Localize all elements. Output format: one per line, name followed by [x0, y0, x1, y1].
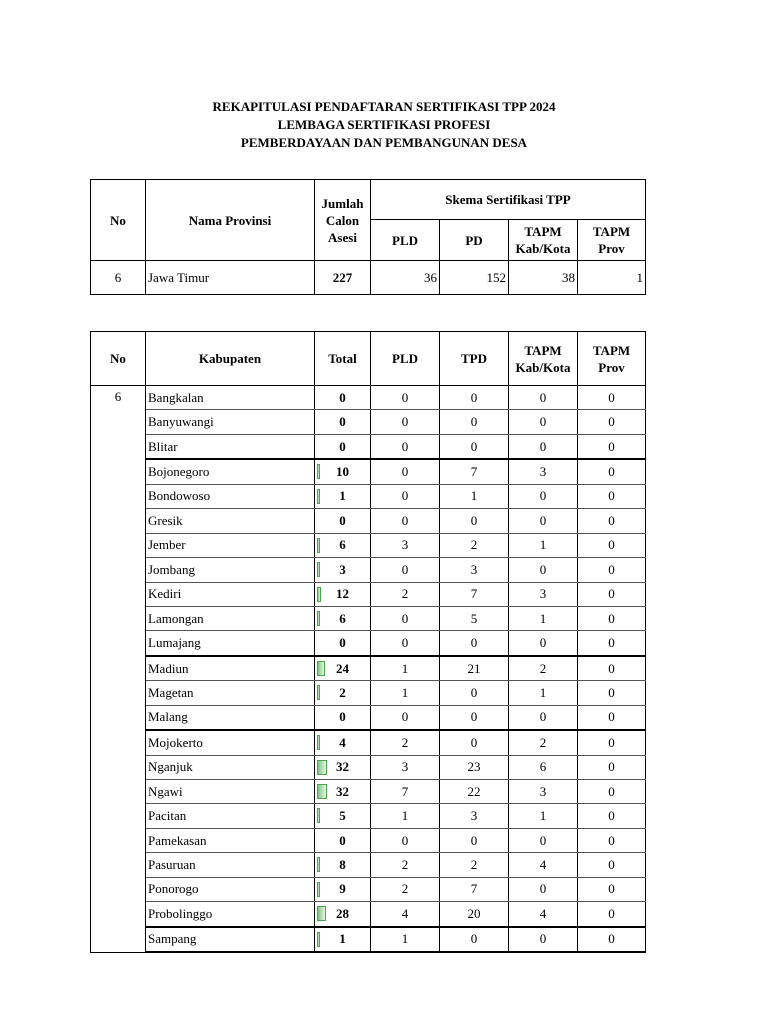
total-cell	[315, 484, 371, 508]
kabupaten-name: Gresik	[146, 509, 315, 533]
tapm-prov-value: 0	[578, 410, 646, 434]
tpd-value: 3	[440, 804, 509, 828]
total-value: 6	[339, 537, 346, 553]
kabupaten-name: Pamekasan	[146, 828, 315, 852]
tpd-value: 0	[440, 705, 509, 730]
summary-header-tapm-prov-line1: TAPM	[592, 224, 631, 239]
tapm-kab-value: 1	[509, 681, 578, 705]
total-cell	[315, 828, 371, 852]
tpd-value: 7	[440, 459, 509, 484]
kabupaten-name: Bondowoso	[146, 484, 315, 508]
title-line-1: REKAPITULASI PENDAFTARAN SERTIFIKASI TPP 2024	[212, 99, 556, 114]
table-row	[91, 828, 646, 852]
total-value: 0	[339, 438, 346, 454]
summary-header-provinsi: Nama Provinsi	[146, 180, 315, 261]
total-value: 12	[336, 586, 349, 602]
summary-header-jumlah	[315, 180, 371, 261]
detail-header-tapm-prov	[578, 332, 646, 386]
total-cell	[315, 459, 371, 484]
kabupaten-name: Blitar	[146, 434, 315, 459]
table-row	[91, 730, 646, 755]
detail-header-tpd: TPD	[440, 332, 509, 386]
tapm-kab-value: 1	[509, 804, 578, 828]
tapm-kab-value: 0	[509, 434, 578, 459]
data-bar	[317, 760, 327, 775]
data-bar	[317, 932, 320, 947]
tapm-prov-value: 0	[578, 484, 646, 508]
summary-jumlah: 227	[315, 261, 371, 295]
pld-value: 7	[371, 780, 440, 804]
total-value: 10	[336, 464, 349, 480]
pld-value: 0	[371, 459, 440, 484]
total-cell	[315, 927, 371, 952]
report-title	[0, 98, 768, 152]
tapm-kab-value: 3	[509, 780, 578, 804]
total-value: 5	[339, 808, 346, 824]
tapm-prov-value: 0	[578, 828, 646, 852]
tapm-kab-value: 0	[509, 386, 578, 410]
total-value: 1	[339, 931, 346, 947]
kabupaten-name: Probolinggo	[146, 902, 315, 927]
tapm-kab-value: 1	[509, 533, 578, 557]
data-bar	[317, 611, 320, 626]
kabupaten-name: Kediri	[146, 582, 315, 606]
tpd-value: 7	[440, 877, 509, 901]
tpd-value: 0	[440, 681, 509, 705]
data-bar	[317, 882, 320, 897]
kabupaten-name: Madiun	[146, 656, 315, 681]
pld-value: 2	[371, 582, 440, 606]
summary-header-jumlah-line3: Asesi	[328, 229, 357, 245]
tpd-value: 2	[440, 853, 509, 877]
total-value: 28	[336, 905, 349, 921]
pld-value: 0	[371, 705, 440, 730]
tpd-value: 0	[440, 386, 509, 410]
table-row	[91, 509, 646, 533]
kabupaten-name: Magetan	[146, 681, 315, 705]
pld-value: 0	[371, 434, 440, 459]
tpd-value: 0	[440, 730, 509, 755]
data-bar	[317, 808, 320, 823]
tapm-prov-value: 0	[578, 656, 646, 681]
kabupaten-name: Jember	[146, 533, 315, 557]
tapm-prov-value: 0	[578, 730, 646, 755]
total-cell	[315, 780, 371, 804]
kabupaten-name: Nganjuk	[146, 755, 315, 779]
tapm-prov-value: 0	[578, 755, 646, 779]
tapm-kab-value: 0	[509, 877, 578, 901]
tapm-prov-value: 0	[578, 558, 646, 582]
tpd-value: 2	[440, 533, 509, 557]
total-value: 6	[339, 610, 346, 626]
summary-tapm-kab: 38	[509, 261, 578, 295]
summary-row	[91, 261, 646, 295]
summary-provinsi: Jawa Timur	[146, 261, 315, 295]
total-cell	[315, 509, 371, 533]
tapm-prov-value: 0	[578, 705, 646, 730]
data-bar	[317, 784, 327, 799]
data-bar	[317, 538, 320, 553]
tapm-kab-value: 0	[509, 705, 578, 730]
tapm-kab-value: 0	[509, 631, 578, 656]
total-cell	[315, 681, 371, 705]
pld-value: 3	[371, 533, 440, 557]
tpd-value: 7	[440, 582, 509, 606]
tapm-prov-value: 0	[578, 459, 646, 484]
table-row	[91, 386, 646, 410]
total-value: 2	[339, 684, 346, 700]
tapm-prov-value: 0	[578, 582, 646, 606]
total-cell	[315, 902, 371, 927]
tapm-kab-value: 0	[509, 828, 578, 852]
tapm-prov-value: 0	[578, 877, 646, 901]
summary-header-skema: Skema Sertifikasi TPP	[371, 180, 646, 220]
table-row	[91, 459, 646, 484]
title-line-2: LEMBAGA SERTIFIKASI PROFESI	[277, 117, 491, 132]
pld-value: 2	[371, 877, 440, 901]
kabupaten-name: Malang	[146, 705, 315, 730]
kabupaten-name: Jombang	[146, 558, 315, 582]
summary-header-tapm-kab-line2: Kab/Kota	[515, 241, 571, 256]
tpd-value: 3	[440, 558, 509, 582]
total-value: 3	[339, 561, 346, 577]
detail-header-pld: PLD	[371, 332, 440, 386]
tapm-prov-value: 0	[578, 631, 646, 656]
tapm-kab-value: 4	[509, 853, 578, 877]
summary-header-tapm-kab-line1: TAPM	[524, 224, 562, 239]
tapm-kab-value: 2	[509, 656, 578, 681]
tapm-kab-value: 3	[509, 582, 578, 606]
pld-value: 1	[371, 927, 440, 952]
table-row	[91, 804, 646, 828]
table-row	[91, 582, 646, 606]
tapm-kab-value: 0	[509, 410, 578, 434]
total-value: 0	[339, 389, 346, 405]
total-value: 0	[339, 832, 346, 848]
table-row	[91, 631, 646, 656]
detail-header-tapm-prov-line2: Prov	[598, 359, 625, 375]
tapm-kab-value: 0	[509, 509, 578, 533]
summary-header-no: No	[91, 180, 146, 261]
pld-value: 1	[371, 681, 440, 705]
total-cell	[315, 386, 371, 410]
summary-pd: 152	[440, 261, 509, 295]
data-bar	[317, 661, 325, 676]
pld-value: 0	[371, 410, 440, 434]
tapm-prov-value: 0	[578, 853, 646, 877]
kabupaten-name: Pasuruan	[146, 853, 315, 877]
total-cell	[315, 558, 371, 582]
summary-header-tapm-prov-line2: Prov	[598, 241, 625, 256]
total-value: 0	[339, 635, 346, 651]
pld-value: 1	[371, 804, 440, 828]
tapm-kab-value: 0	[509, 558, 578, 582]
data-bar	[317, 906, 326, 921]
pld-value: 0	[371, 558, 440, 582]
total-cell	[315, 533, 371, 557]
summary-no: 6	[91, 261, 146, 295]
kabupaten-name: Pacitan	[146, 804, 315, 828]
total-cell	[315, 631, 371, 656]
tpd-value: 21	[440, 656, 509, 681]
total-value: 24	[336, 660, 349, 676]
pld-value: 0	[371, 606, 440, 630]
kabupaten-name: Banyuwangi	[146, 410, 315, 434]
tapm-kab-value: 3	[509, 459, 578, 484]
summary-header-jumlah-line1: Jumlah	[321, 195, 364, 211]
summary-table	[90, 179, 646, 295]
table-row	[91, 853, 646, 877]
detail-header-total: Total	[315, 332, 371, 386]
data-bar	[317, 685, 320, 700]
data-bar	[317, 464, 320, 479]
detail-header-no: No	[91, 332, 146, 386]
summary-tapm-prov: 1	[578, 261, 646, 295]
detail-header-tapm-kab-line1: TAPM	[524, 342, 562, 358]
summary-pld: 36	[371, 261, 440, 295]
tpd-value: 0	[440, 631, 509, 656]
tapm-kab-value: 6	[509, 755, 578, 779]
tpd-value: 22	[440, 780, 509, 804]
total-cell	[315, 656, 371, 681]
table-row	[91, 755, 646, 779]
detail-header-kabupaten: Kabupaten	[146, 332, 315, 386]
data-bar	[317, 562, 320, 577]
table-row	[91, 410, 646, 434]
kabupaten-name: Sampang	[146, 927, 315, 952]
tapm-prov-value: 0	[578, 606, 646, 630]
tapm-prov-value: 0	[578, 780, 646, 804]
data-bar	[317, 489, 320, 504]
table-row	[91, 705, 646, 730]
pld-value: 0	[371, 828, 440, 852]
kabupaten-name: Mojokerto	[146, 730, 315, 755]
tapm-kab-value: 0	[509, 484, 578, 508]
total-cell	[315, 804, 371, 828]
tpd-value: 0	[440, 828, 509, 852]
data-bar	[317, 587, 321, 602]
total-value: 0	[339, 414, 346, 430]
tpd-value: 1	[440, 484, 509, 508]
tpd-value: 0	[440, 434, 509, 459]
pld-value: 0	[371, 386, 440, 410]
total-cell	[315, 582, 371, 606]
tapm-prov-value: 0	[578, 902, 646, 927]
tapm-kab-value: 2	[509, 730, 578, 755]
data-bar	[317, 857, 320, 872]
total-value: 0	[339, 709, 346, 725]
tpd-value: 23	[440, 755, 509, 779]
total-value: 8	[339, 857, 346, 873]
total-value: 1	[339, 488, 346, 504]
total-cell	[315, 877, 371, 901]
table-row	[91, 927, 646, 952]
table-row	[91, 656, 646, 681]
detail-header-tapm-kab	[509, 332, 578, 386]
detail-table	[90, 331, 646, 953]
tapm-prov-value: 0	[578, 804, 646, 828]
total-value: 32	[336, 783, 349, 799]
total-cell	[315, 434, 371, 459]
tapm-prov-value: 0	[578, 434, 646, 459]
total-cell	[315, 755, 371, 779]
total-value: 4	[339, 734, 346, 750]
pld-value: 0	[371, 484, 440, 508]
table-row	[91, 902, 646, 927]
pld-value: 2	[371, 853, 440, 877]
kabupaten-name: Ngawi	[146, 780, 315, 804]
summary-header-pd: PD	[440, 220, 509, 261]
tapm-prov-value: 0	[578, 533, 646, 557]
tapm-kab-value: 1	[509, 606, 578, 630]
kabupaten-name: Ponorogo	[146, 877, 315, 901]
table-row	[91, 606, 646, 630]
total-cell	[315, 853, 371, 877]
table-row	[91, 533, 646, 557]
total-value: 9	[339, 881, 346, 897]
tapm-prov-value: 0	[578, 509, 646, 533]
pld-value: 2	[371, 730, 440, 755]
detail-header-tapm-kab-line2: Kab/Kota	[515, 359, 571, 375]
detail-header-tapm-prov-line1: TAPM	[592, 342, 631, 358]
tapm-prov-value: 0	[578, 927, 646, 952]
table-row	[91, 434, 646, 459]
table-row	[91, 877, 646, 901]
tapm-kab-value: 4	[509, 902, 578, 927]
pld-value: 4	[371, 902, 440, 927]
total-cell	[315, 705, 371, 730]
total-cell	[315, 730, 371, 755]
table-row	[91, 558, 646, 582]
pld-value: 3	[371, 755, 440, 779]
detail-no: 6	[91, 386, 146, 953]
total-cell	[315, 410, 371, 434]
tpd-value: 5	[440, 606, 509, 630]
summary-header-pld: PLD	[371, 220, 440, 261]
pld-value: 0	[371, 631, 440, 656]
kabupaten-name: Bojonegoro	[146, 459, 315, 484]
kabupaten-name: Lumajang	[146, 631, 315, 656]
pld-value: 1	[371, 656, 440, 681]
table-row	[91, 681, 646, 705]
total-cell	[315, 606, 371, 630]
table-row	[91, 484, 646, 508]
title-line-3: PEMBERDAYAAN DAN PEMBANGUNAN DESA	[240, 135, 528, 150]
tpd-value: 0	[440, 410, 509, 434]
tpd-value: 0	[440, 927, 509, 952]
summary-header-tapm-kab	[509, 220, 578, 261]
kabupaten-name: Lamongan	[146, 606, 315, 630]
summary-header-tapm-prov	[578, 220, 646, 261]
tpd-value: 0	[440, 509, 509, 533]
pld-value: 0	[371, 509, 440, 533]
table-row	[91, 780, 646, 804]
tapm-prov-value: 0	[578, 681, 646, 705]
total-value: 0	[339, 512, 346, 528]
tpd-value: 20	[440, 902, 509, 927]
summary-header-jumlah-line2: Calon	[325, 212, 360, 228]
data-bar	[317, 735, 320, 750]
tapm-kab-value: 0	[509, 927, 578, 952]
total-value: 32	[336, 759, 349, 775]
tapm-prov-value: 0	[578, 386, 646, 410]
kabupaten-name: Bangkalan	[146, 386, 315, 410]
